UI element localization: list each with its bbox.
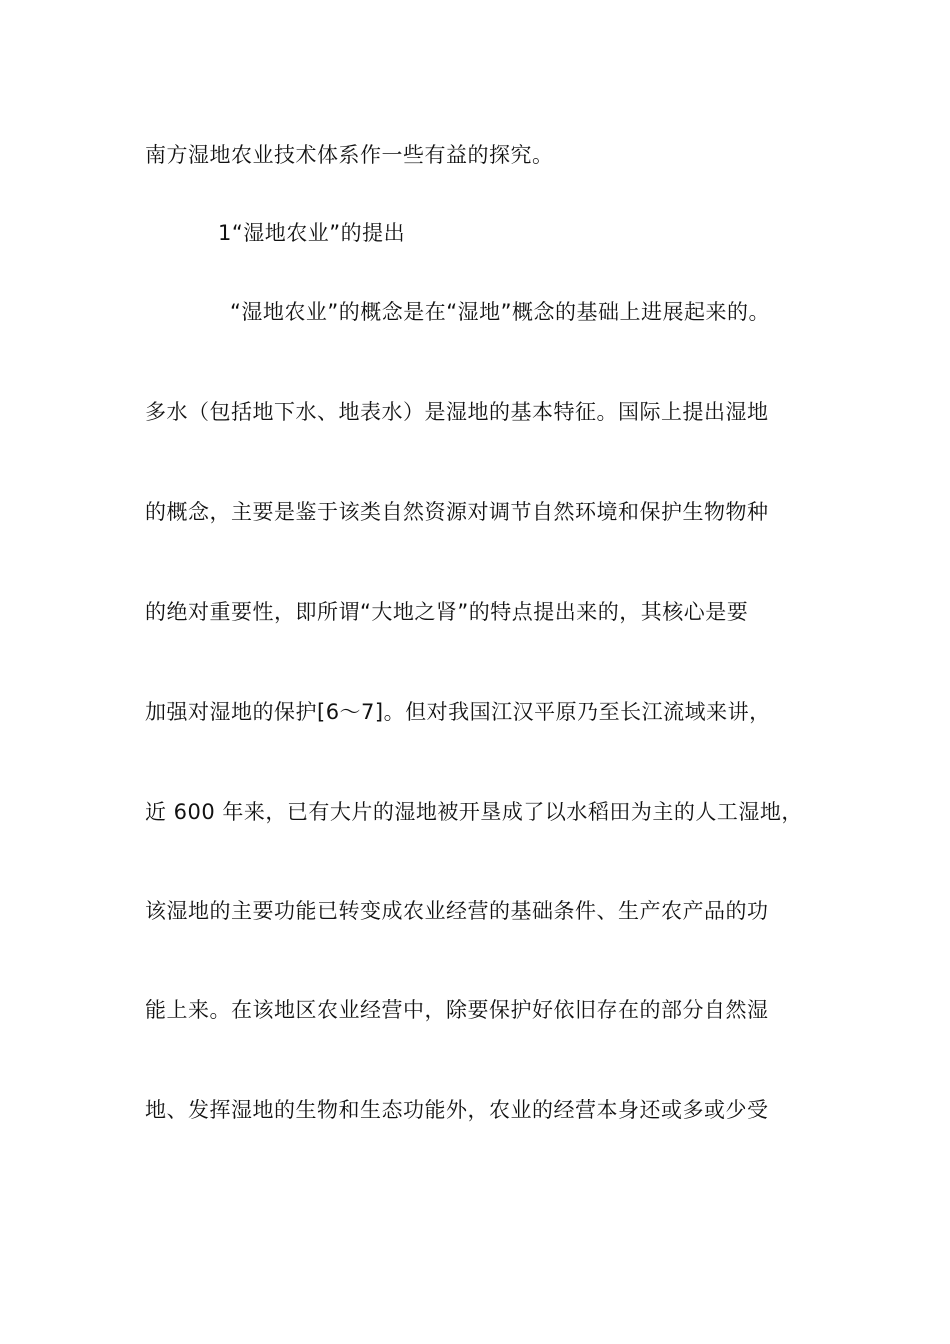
section-heading: 1“湿地农业”的提出 [218, 221, 406, 245]
paragraph-line: 南方湿地农业技术体系作一些有益的探究。 [145, 143, 554, 167]
paragraph-line: 地、发挥湿地的生物和生态功能外，农业的经营本身还或多或少受 [145, 1098, 769, 1122]
paragraph-line: 的概念，主要是鉴于该类自然资源对调节自然环境和保护生物物种 [145, 500, 769, 524]
paragraph-line: 的绝对重要性，即所谓“大地之肾”的特点提出来的，其核心是要 [145, 600, 749, 624]
paragraph-line: 能上来。在该地区农业经营中，除要保护好依旧存在的部分自然湿 [145, 998, 769, 1022]
paragraph-line: 近 600 年来，已有大片的湿地被开垦成了以水稻田为主的人工湿地， [145, 800, 803, 824]
paragraph-line: 该湿地的主要功能已转变成农业经营的基础条件、生产农产品的功 [145, 899, 769, 923]
paragraph-line: 加强对湿地的保护[6～7]。但对我国江汉平原乃至长江流域来讲， [145, 700, 771, 724]
paragraph-line: 多水（包括地下水、地表水）是湿地的基本特征。国际上提出湿地 [145, 400, 769, 424]
paragraph-line: “湿地农业”的概念是在“湿地”概念的基础上进展起来的。 [230, 300, 771, 324]
